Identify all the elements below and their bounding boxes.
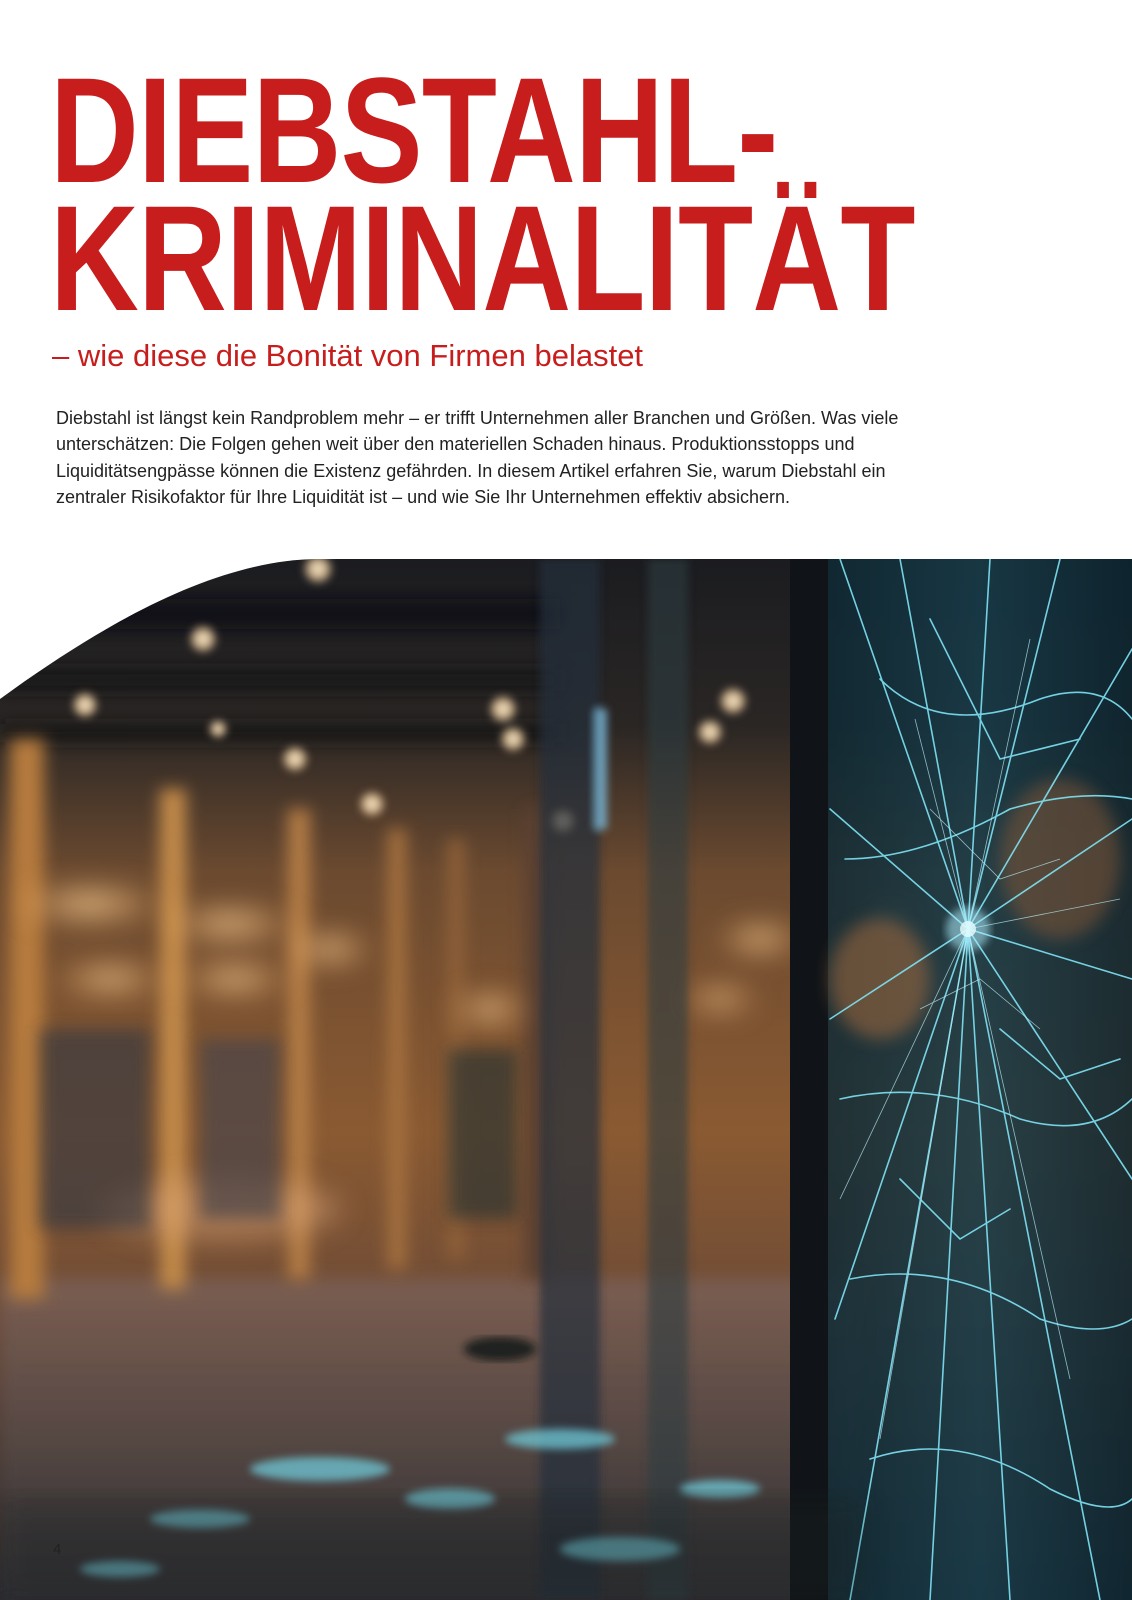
intro-line: unterschätzen: Die Folgen gehen weit über den materiellen Schaden hinaus. Produktionsstopps und — [56, 434, 855, 455]
intro-line: Diebstahl ist längst kein Randproblem mehr – er trifft Unternehmen aller Branchen und Größen. Was viele — [56, 408, 899, 428]
article-subtitle: – wie diese die Bonität von Firmen belastet — [52, 338, 644, 373]
intro-line: zentraler Risikofaktor für Ihre Liquidität ist – und wie Sie Ihr Unternehmen effektiv absichern. — [56, 487, 791, 508]
intro-paragraph — [56, 405, 1016, 511]
article-title — [50, 46, 915, 342]
intro-line: Liquiditätsengpässe können die Existenz gefährden. In diesem Artikel erfahren Sie, warum Diebstahl ein — [56, 460, 886, 481]
page-number: 4 — [53, 1541, 62, 1558]
article-title-line-1: DIEBSTAHL- — [50, 46, 778, 214]
article-title-line-2: KRIMINALITÄT — [50, 174, 915, 342]
broken-glass-store-photo — [0, 559, 1132, 1600]
